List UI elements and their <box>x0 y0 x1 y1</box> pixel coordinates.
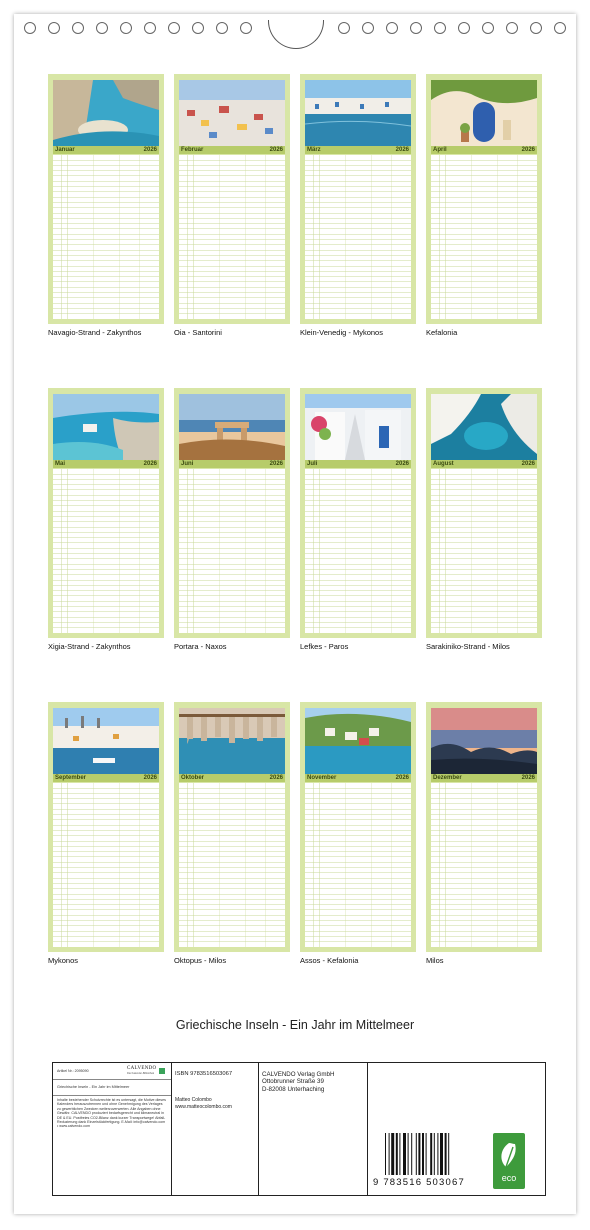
month-name: Februar <box>181 147 204 153</box>
isbn: ISBN 9783516503067 <box>175 1071 233 1077</box>
day-grid <box>53 155 159 319</box>
month-name: Dezember <box>433 775 462 781</box>
month-page-6 <box>174 388 290 638</box>
month-year: 2026 <box>269 461 283 467</box>
publisher-street: Ottobrunner Straße 39 <box>262 1078 324 1086</box>
month-year: 2026 <box>395 461 409 467</box>
imprint-col-publisher <box>259 1063 368 1195</box>
day-grid <box>53 469 159 633</box>
divider <box>53 1095 171 1096</box>
photo-caption: Lefkes - Paros <box>300 642 349 651</box>
divider <box>53 1079 171 1080</box>
month-name: Juli <box>307 461 318 467</box>
photo-caption: Milos <box>426 956 444 965</box>
day-grid <box>179 469 285 633</box>
day-grid <box>53 783 159 947</box>
calendar-title: Griechische Inseln - Ein Jahr im Mittelmeer <box>175 1018 415 1032</box>
photo-caption: Xigia-Strand - Zakynthos <box>48 642 131 651</box>
binding-ring <box>506 22 518 34</box>
photo-caption: Oia - Santorini <box>174 328 222 337</box>
binding-ring <box>530 22 542 34</box>
month-year: 2026 <box>521 775 535 781</box>
month-header <box>305 460 411 468</box>
imprint-col-legal <box>53 1063 172 1195</box>
day-grid <box>179 155 285 319</box>
binding-ring <box>410 22 422 34</box>
month-header <box>305 146 411 154</box>
binding-rings <box>14 22 576 52</box>
month-page-5 <box>48 388 164 638</box>
photo-caption: Mykonos <box>48 956 79 965</box>
day-grid <box>431 783 537 947</box>
binding-ring <box>240 22 252 34</box>
month-name: April <box>433 147 447 153</box>
month-page-7 <box>300 388 416 638</box>
month-page-3 <box>300 74 416 324</box>
month-year: 2026 <box>395 775 409 781</box>
photo-caption: Kefalonia <box>426 328 458 337</box>
publisher-address <box>262 1071 334 1093</box>
blue-door-photo <box>431 80 537 146</box>
binding-ring <box>192 22 204 34</box>
month-year: 2026 <box>143 147 157 153</box>
binding-ring <box>96 22 108 34</box>
month-header <box>53 146 159 154</box>
month-year: 2026 <box>143 461 157 467</box>
month-name: Juni <box>181 461 194 467</box>
legal-text: Inhalte bestehender Schutzrechte ist es untersagt, die Motive dieses Kalenders herauszutrennen und ohne Genehmigung des Verlages zu gewerblichen Zwecken weiterzuverwerten. Alle Angaben ohne Gewähr. CALVENDO produziert bedarfsgerecht und klimaneutral in DE & EU. Postfreies CO2-Bilanz dank kurzer Transportwege! Abfall-Reduzierung dank Einzelstückfertigung. E-Mail: info@calvendo.com • www.calvendo.com <box>57 1098 166 1129</box>
binding-ring <box>554 22 566 34</box>
month-name: Mai <box>55 461 66 467</box>
month-header <box>431 146 537 154</box>
temple-gate-photo <box>179 394 285 460</box>
month-header <box>179 146 285 154</box>
month-page-8 <box>426 388 542 638</box>
publisher-city: D-82008 Unterhaching <box>262 1085 325 1093</box>
month-name: Januar <box>55 147 75 153</box>
month-page-9 <box>48 702 164 952</box>
month-page-4 <box>426 74 542 324</box>
day-grid <box>431 469 537 633</box>
binding-ring <box>24 22 36 34</box>
month-page-11 <box>300 702 416 952</box>
binding-ring <box>144 22 156 34</box>
month-year: 2026 <box>395 147 409 153</box>
article-number: Artikel Nr.: 2095090 <box>57 1069 89 1073</box>
photo-caption: Klein-Venedig - Mykonos <box>300 328 383 337</box>
month-header <box>53 774 159 782</box>
barcode <box>383 1133 465 1175</box>
sunset-rocks-photo <box>431 708 537 774</box>
photo-caption: Navagio-Strand - Zakynthos <box>48 328 142 337</box>
waterfront-photo <box>305 80 411 146</box>
day-grid <box>305 155 411 319</box>
binding-ring <box>168 22 180 34</box>
octopus-drying-photo <box>179 708 285 774</box>
month-header <box>431 460 537 468</box>
beach-cliff-photo <box>53 80 159 146</box>
publisher-logo: CALVENDO <box>127 1066 157 1071</box>
imprint-col-isbn <box>172 1063 259 1195</box>
white-rock-bay-photo <box>431 394 537 460</box>
binding-ring <box>216 22 228 34</box>
photo-caption: Oktopus - Milos <box>174 956 227 965</box>
month-header <box>53 460 159 468</box>
binding-ring <box>434 22 446 34</box>
binding-ring <box>386 22 398 34</box>
publisher-logo-sub: Die Kalender-Bibliothek <box>127 1072 155 1075</box>
binding-ring <box>120 22 132 34</box>
month-page-1 <box>48 74 164 324</box>
month-year: 2026 <box>269 775 283 781</box>
month-name: Oktober <box>181 775 205 781</box>
month-header <box>179 774 285 782</box>
month-page-10 <box>174 702 290 952</box>
month-year: 2026 <box>143 775 157 781</box>
calendar-sheet <box>14 14 576 1214</box>
binding-ring <box>48 22 60 34</box>
day-grid <box>305 783 411 947</box>
photo-caption: Portara - Naxos <box>174 642 227 651</box>
month-page-2 <box>174 74 290 324</box>
publisher-logo-icon <box>159 1068 165 1074</box>
eco-label: eco <box>501 1173 517 1183</box>
month-name: August <box>433 461 454 467</box>
publisher-name: CALVENDO Verlag GmbH <box>262 1071 335 1078</box>
month-year: 2026 <box>269 147 283 153</box>
coastal-village-photo <box>305 708 411 774</box>
month-name: September <box>55 775 87 781</box>
author-name: Matteo Colombo <box>175 1097 212 1103</box>
month-header <box>431 774 537 782</box>
binding-ring <box>482 22 494 34</box>
day-grid <box>305 469 411 633</box>
month-name: März <box>307 147 321 153</box>
month-year: 2026 <box>521 147 535 153</box>
windmill-harbour-photo <box>53 708 159 774</box>
barcode-number: 9 783516 503067 <box>373 1177 465 1188</box>
beach-photo <box>53 394 159 460</box>
white-alley-photo <box>305 394 411 460</box>
author-block <box>175 1097 232 1110</box>
binding-ring <box>362 22 374 34</box>
photo-caption: Assos - Kefalonia <box>300 956 359 965</box>
hanger-hook <box>268 20 324 49</box>
month-header <box>179 460 285 468</box>
day-grid <box>179 783 285 947</box>
imprint-subtitle: Griechische Inseln - Ein Jahr im Mittelmeer <box>57 1085 130 1089</box>
author-url: www.matteocolombo.com <box>175 1103 232 1110</box>
eco-badge <box>493 1133 525 1189</box>
month-page-12 <box>426 702 542 952</box>
binding-ring <box>458 22 470 34</box>
imprint-box <box>52 1062 546 1196</box>
month-header <box>305 774 411 782</box>
month-year: 2026 <box>521 461 535 467</box>
leaf-icon <box>498 1141 520 1171</box>
photo-caption: Sarakiniko-Strand - Milos <box>426 642 510 651</box>
binding-ring <box>338 22 350 34</box>
binding-ring <box>72 22 84 34</box>
day-grid <box>431 155 537 319</box>
month-name: November <box>307 775 337 781</box>
village-photo <box>179 80 285 146</box>
